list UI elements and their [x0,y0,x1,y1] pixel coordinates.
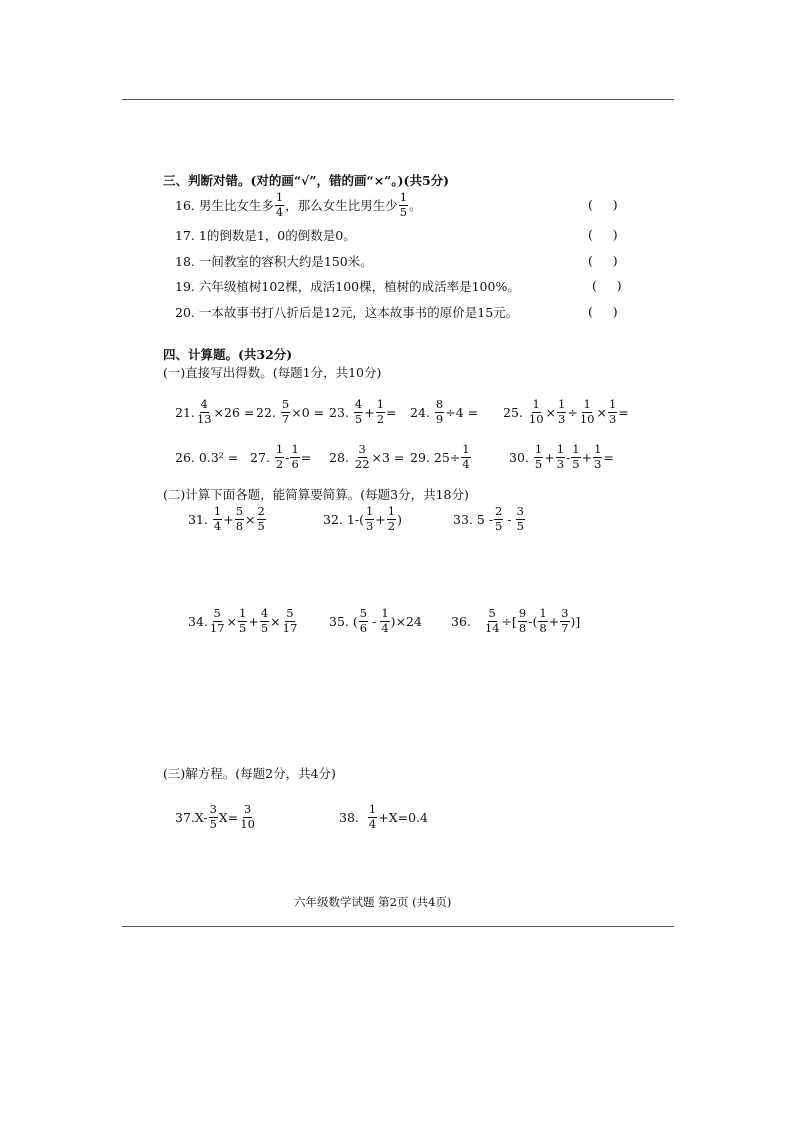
q31-number: 31. [188,511,208,527]
q27-equals: = [300,449,312,465]
q36-fraction-4: $\frac{3}{7}$ [561,606,569,635]
section4-part2-title: (二)计算下面各题，能简算要简算。(每题3分，共18分) [163,487,469,502]
question-22 [256,398,324,426]
q29-number: 29. [410,449,430,465]
q16-text-mid: ，那么女生比男生少 [285,198,398,213]
answer-paren-19[interactable]: ( ) [592,278,622,293]
q35-number: 35. [329,613,349,629]
q34-fraction-4: $\frac{5}{17}$ [282,606,298,635]
question-32 [323,504,402,534]
q38-number: 38. [339,809,359,825]
q34-fraction-2: $\frac{1}{5}$ [239,606,247,635]
q35-right-paren: ) [390,613,396,629]
section4-part3-title: (三)解方程。(每题2分，共4分) [163,766,336,781]
q21-text: ×26 = [213,404,255,420]
question-23 [329,398,397,426]
question-25 [503,398,629,426]
q38-text: +X=0.4 [378,809,428,825]
answer-paren-20[interactable]: ( ) [588,304,618,319]
q24-number: 24. [410,404,430,420]
q31-fraction-2: $\frac{5}{8}$ [235,504,244,533]
question-17 [175,226,356,244]
q35-left-paren: ( [352,613,358,629]
q36-right-paren: ) [570,613,576,629]
q33-minus: - [507,511,512,527]
q28-text: ×3 = [371,449,405,465]
q37-text-1: X- [194,809,208,825]
q37-number: 37. [175,809,195,825]
q33-fraction-2: $\frac{3}{5}$ [516,504,524,533]
q30-op-2: - [566,449,571,465]
q36-fraction-1: $\frac{5}{14}$ [484,606,500,635]
q19-text: 六年级植树102棵，成活100棵，植树的成活率是100%。 [198,279,520,294]
question-26 [175,443,238,471]
question-38 [339,801,428,833]
q20-text: 一本故事书打八折后是12元，这本故事书的原价是15元。 [198,305,519,320]
q32-plus: + [375,511,386,527]
q28-number: 28. [329,449,349,465]
q37-fraction-2: $\frac{3}{10}$ [240,802,255,831]
q35-fraction-1: $\frac{5}{6}$ [359,606,368,635]
q38-fraction-1: $\frac{1}{4}$ [368,802,377,831]
q25-number: 25. [503,404,523,420]
q28-fraction-1: $\frac{3}{22}$ [354,442,370,471]
q30-fraction-3: $\frac{1}{5}$ [572,442,580,471]
q16-text-post: 。 [409,198,422,213]
q25-fraction-4: $\frac{1}{3}$ [608,397,617,426]
q34-fraction-1: $\frac{5}{17}$ [209,606,225,635]
question-29 [410,443,472,471]
q29-text: 25÷ [433,449,461,465]
q34-op-2: + [248,613,259,629]
q30-fraction-4: $\frac{1}{3}$ [594,442,602,471]
q23-fraction-2: $\frac{1}{2}$ [376,397,385,426]
q27-fraction-1: $\frac{1}{2}$ [275,442,284,471]
q33-number: 33. [453,511,473,527]
question-30 [509,443,614,471]
question-16 [175,190,422,220]
q16-text-pre: 男生比女生多 [198,198,274,213]
q26-number: 26. [175,449,195,465]
q36-plus: + [548,613,560,629]
q30-op-1: + [544,449,555,465]
q34-op-3: × [270,613,281,629]
q31-plus: + [223,511,234,527]
q25-op-3: × [596,404,607,420]
answer-paren-16[interactable]: ( ) [588,197,618,212]
q16-fraction-1: $\frac{1}{4}$ [275,190,284,219]
q32-left-paren: ( [359,511,364,527]
q37-text-2: X= [218,809,239,825]
q34-number: 34. [188,613,208,629]
question-37 [175,801,257,833]
q36-left-paren: ( [532,613,538,629]
q24-fraction-1: $\frac{8}{9}$ [435,397,444,426]
q33-text: 5 - [476,511,494,527]
section3-title: 三、判断对错。(对的画“√”，错的画“×”。)(共5分) [163,173,450,188]
q30-fraction-1: $\frac{1}{5}$ [534,442,543,471]
q25-op-2: ÷ [567,404,578,420]
q37-fraction-1: $\frac{3}{5}$ [209,802,217,831]
q27-fraction-2: $\frac{1}{6}$ [291,442,299,471]
q23-equals: = [386,404,397,420]
question-34 [188,606,299,636]
q21-number: 21. [175,404,195,420]
q23-number: 23. [329,404,349,420]
q31-fraction-3: $\frac{2}{5}$ [257,504,265,533]
q35-text: ×24 [395,613,422,629]
answer-paren-18[interactable]: ( ) [588,253,618,268]
q33-fraction-1: $\frac{2}{5}$ [495,504,503,533]
q25-fraction-1: $\frac{1}{10}$ [528,397,544,426]
q32-text: 1- [346,511,360,527]
q16-number: 16. [175,197,195,213]
question-31 [188,504,267,534]
q27-minus: - [285,449,290,465]
q18-text: 一间教室的容积大约是150米。 [198,254,373,269]
question-27 [250,443,311,471]
q34-op-1: × [226,613,238,629]
question-19 [175,277,520,295]
q22-fraction-1: $\frac{5}{7}$ [281,397,290,426]
question-18 [175,252,373,270]
bottom-rule [122,926,674,927]
q36-fraction-2: $\frac{9}{8}$ [518,606,527,635]
q35-minus: - [372,613,377,629]
q23-plus: + [364,404,375,420]
question-20 [175,303,518,321]
q21-fraction-1: $\frac{4}{13}$ [196,397,212,426]
page-footer: 六年级数学试题 第2页 (共4页) [294,895,452,909]
answer-paren-17[interactable]: ( ) [588,227,618,242]
q36-fraction-3: $\frac{1}{8}$ [539,606,547,635]
q16-fraction-2: $\frac{1}{5}$ [399,190,408,219]
q30-number: 30. [509,449,529,465]
q23-fraction-1: $\frac{4}{5}$ [354,397,363,426]
q36-number: 36. [451,613,471,629]
q17-text: 1的倒数是1，0的倒数是0。 [198,228,356,243]
q18-number: 18. [175,253,195,269]
q32-right-paren: ) [397,511,402,527]
q32-fraction-1: $\frac{1}{3}$ [365,504,374,533]
question-24 [410,398,478,426]
q24-text: ÷4 = [445,404,479,420]
q25-equals: = [618,404,629,420]
q27-number: 27. [250,449,270,465]
q30-op-3: + [581,449,593,465]
question-33 [453,504,526,534]
q32-fraction-2: $\frac{1}{2}$ [387,504,396,533]
section4-title: 四、计算题。(共32分) [163,347,293,362]
q26-text: 0.3² = [198,449,239,465]
q36-minus: - [528,613,533,629]
question-21 [175,398,254,426]
q36-left-bracket: [ [512,613,517,629]
question-35 [329,606,422,636]
question-28 [329,443,404,471]
q25-fraction-3: $\frac{1}{10}$ [579,397,595,426]
q29-fraction-1: $\frac{1}{4}$ [462,442,470,471]
top-rule [122,99,674,100]
q36-right-bracket: ] [575,613,581,629]
question-36 [451,606,580,636]
q34-fraction-3: $\frac{4}{5}$ [260,606,269,635]
section4-part1-title: (一)直接写出得数。(每题1分，共10分) [163,365,382,380]
q32-number: 32. [323,511,343,527]
q30-equals: = [603,449,614,465]
q19-number: 19. [175,278,195,294]
q22-number: 22. [256,404,276,420]
q20-number: 20. [175,304,195,320]
q22-text: ×0 = [291,404,325,420]
q35-fraction-2: $\frac{1}{4}$ [381,606,389,635]
q25-fraction-2: $\frac{1}{3}$ [558,397,566,426]
q25-op-1: × [545,404,557,420]
q31-times: × [245,511,256,527]
q30-fraction-2: $\frac{1}{3}$ [556,442,565,471]
q17-number: 17. [175,227,195,243]
q36-div: ÷ [501,613,513,629]
q31-fraction-1: $\frac{1}{4}$ [213,504,222,533]
